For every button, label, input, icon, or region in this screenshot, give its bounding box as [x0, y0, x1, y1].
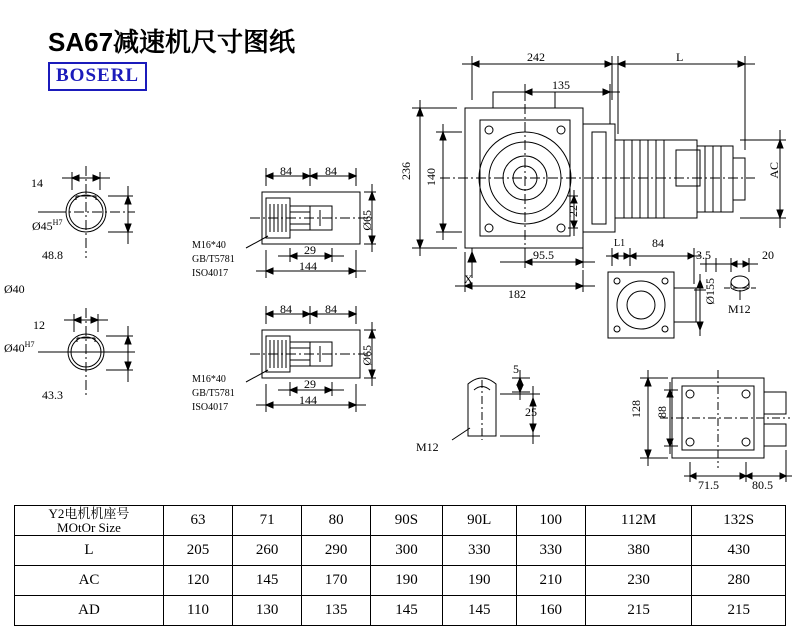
label-diameter-40-plain: Ø40: [4, 282, 25, 296]
label-bolt-iso-bottom: ISO4017: [192, 402, 229, 413]
table-header-size-4: 90L: [442, 506, 516, 536]
table-header-size-2: 80: [302, 506, 371, 536]
view-base-plan: [640, 370, 792, 482]
label-29-top: 29: [304, 243, 316, 257]
cell-AC-4: 190: [442, 566, 516, 596]
cell-AD-2: 135: [302, 596, 371, 626]
label-bolt-gb-bottom: GB/T5781: [192, 388, 235, 399]
label-22: 22: [566, 205, 580, 217]
view-flange-adapter: [606, 248, 706, 338]
table-row: [15, 566, 786, 596]
row-label-L: L: [15, 536, 164, 566]
label-M12-right: M12: [728, 302, 751, 316]
row-label-AD: AD: [15, 596, 164, 626]
label-80-5: 80.5: [752, 478, 773, 492]
page-title: SA67减速机尺寸图纸: [48, 27, 296, 57]
table-header-size-0: 63: [164, 506, 233, 536]
label-3-5: 3.5: [696, 248, 711, 262]
header-label-cn: Y2电机机座号: [48, 505, 130, 521]
label-84-c: 84: [280, 302, 292, 316]
table-header-size-6: 112M: [585, 506, 692, 536]
cell-AD-0: 110: [164, 596, 233, 626]
cell-AC-1: 145: [233, 566, 302, 596]
cell-AC-2: 170: [302, 566, 371, 596]
label-84-b: 84: [325, 164, 337, 178]
cell-AD-5: 160: [516, 596, 585, 626]
row-label-AC: AC: [15, 566, 164, 596]
label-84-d: 84: [325, 302, 337, 316]
label-d65-bottom: Ø65: [360, 345, 374, 366]
cell-AD-4: 145: [442, 596, 516, 626]
label-84-flange: 84: [652, 236, 664, 250]
label-d65-top: Ø65: [360, 210, 374, 231]
label-key-14: 14: [31, 176, 43, 190]
label-144-top: 144: [299, 259, 317, 273]
label-182: 182: [508, 287, 526, 301]
cell-AC-0: 120: [164, 566, 233, 596]
table-header-motor-size: [15, 506, 164, 536]
label-25: 25: [525, 405, 537, 419]
label-88: 88: [655, 406, 669, 418]
label-key-12: 12: [33, 318, 45, 332]
label-95-5: 95.5: [533, 248, 554, 262]
cell-AC-6: 230: [585, 566, 692, 596]
cell-L-6: 380: [585, 536, 692, 566]
label-43-3: 43.3: [42, 388, 63, 402]
label-144-bottom: 144: [299, 393, 317, 407]
cell-L-3: 300: [371, 536, 443, 566]
table-row: [15, 596, 786, 626]
label-135: 135: [552, 78, 570, 92]
label-bolt-m16-top: M16*40: [192, 240, 226, 251]
table-row: [15, 536, 786, 566]
header-label-en: MOtOr Size: [57, 519, 121, 535]
cell-L-5: 330: [516, 536, 585, 566]
cell-AD-3: 145: [371, 596, 443, 626]
label-bolt-gb-top: GB/T5781: [192, 254, 235, 265]
cell-L-1: 260: [233, 536, 302, 566]
label-242: 242: [527, 50, 545, 64]
view-gearbox-main: [412, 56, 786, 292]
label-71-5: 71.5: [698, 478, 719, 492]
label-diameter-40: $Ø40^{H7}$: [4, 340, 35, 355]
view-shaft-end-40: [38, 308, 135, 396]
table-header-size-7: 132S: [692, 506, 786, 536]
label-20: 20: [762, 248, 774, 262]
cell-AC-3: 190: [371, 566, 443, 596]
table-header-size-5: 100: [516, 506, 585, 536]
label-AC: AC: [767, 162, 781, 179]
label-d155: Ø155: [703, 278, 717, 305]
brand-logo: BOSERL: [48, 62, 147, 91]
cell-AD-1: 130: [233, 596, 302, 626]
cell-L-0: 205: [164, 536, 233, 566]
cell-AD-7: 215: [692, 596, 786, 626]
spec-table: [14, 505, 786, 626]
table-header-size-1: 71: [233, 506, 302, 536]
cell-AC-7: 280: [692, 566, 786, 596]
label-L: L: [676, 50, 684, 64]
table-header-row: [15, 506, 786, 536]
table-header-size-3: 90S: [371, 506, 443, 536]
cell-L-2: 290: [302, 536, 371, 566]
label-236: 236: [399, 162, 413, 180]
cell-AD-6: 215: [585, 596, 692, 626]
label-128: 128: [629, 400, 643, 418]
label-M12-bottom: M12: [416, 440, 439, 454]
label-bolt-m16-bottom: M16*40: [192, 374, 226, 385]
label-diameter-45: $Ø45^{H7}$: [32, 218, 63, 233]
cell-L-4: 330: [442, 536, 516, 566]
label-48-8: 48.8: [42, 248, 63, 262]
view-shaft-end-45: [38, 166, 135, 258]
cell-AC-5: 210: [516, 566, 585, 596]
label-140: 140: [424, 168, 438, 186]
label-bolt-iso-top: ISO4017: [192, 268, 229, 279]
label-X: X: [464, 272, 473, 286]
label-5: 5: [513, 362, 519, 376]
label-L1: L1: [614, 238, 626, 249]
label-84-a: 84: [280, 164, 292, 178]
cell-L-7: 430: [692, 536, 786, 566]
label-29-bottom: 29: [304, 377, 316, 391]
